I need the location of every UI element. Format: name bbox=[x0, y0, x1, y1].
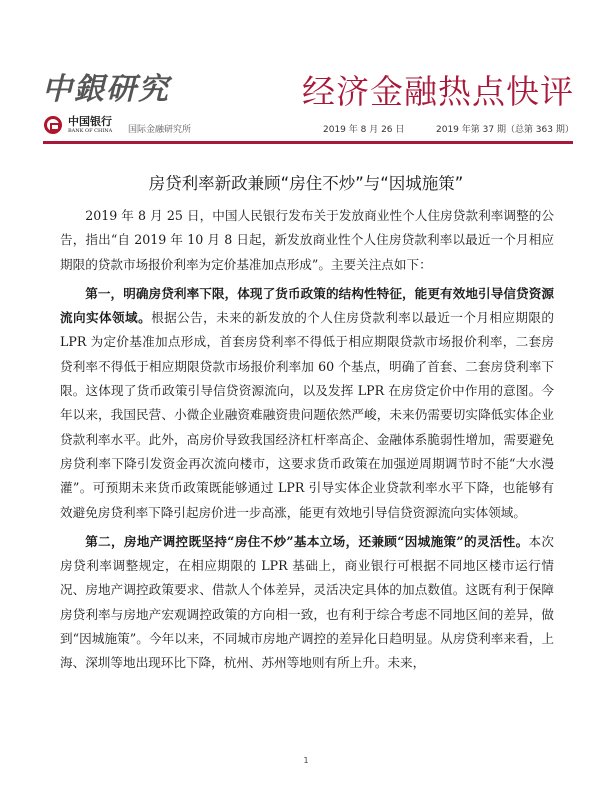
bank-of-china-logo bbox=[44, 116, 112, 134]
publish-date: 2019 年 8 月 26 日 bbox=[323, 125, 405, 135]
header-divider bbox=[43, 141, 573, 144]
paragraph-text: 2019 年 8 月 25 日，中国人民银行发布关于发放商业性个人住房贷款利率调整的公告，指出“自 2019 年 10 月 8 日起，新发放商业性个人住房贷款利率以最近一个月相应期限的贷款市场报价利率为定价基准加点形成”。主要关注点如下： bbox=[60, 208, 554, 272]
bank-of-china-emblem-icon bbox=[44, 116, 62, 134]
logo-en: BANK OF CHINA bbox=[68, 128, 113, 134]
paragraph-point-one bbox=[60, 282, 554, 525]
logo-cn: 中国银行 bbox=[68, 115, 112, 128]
series-title: 经济金融热点快评 bbox=[302, 72, 574, 111]
document-body bbox=[60, 204, 554, 681]
paragraph-point-two bbox=[60, 530, 554, 676]
paragraph-text: 本次房贷利率调整规定，在相应期限的 LPR 基础上，商业银行可根据不同地区楼市运行情况、房地产调控政策要求、借款人个体差异，灵活决定具体的加点数值。这既有利于保障房贷利率与房地产宏观调控政策的方向相一致，也有利于综合考虑不同地区间的差异，做到“因城施策”。今年以来，不同城市房地产调控的差异化日趋明显。从房贷利率来看，上海、深圳等地出现环比下降，杭州、苏州等地则有所上升。未来， bbox=[60, 533, 555, 671]
issue-number: 2019 年第 37 期（总第 363 期） bbox=[436, 125, 574, 135]
paragraph-text: 根据公告，未来的新发放的个人住房贷款利率以最近一个月相应期限的 LPR 为定价基准加点形成，首套房贷利率不得低于相应期限贷款市场报价利率，二套房贷利率不得低于相应期限贷款市场报价利率加 60 个基点，明确了首套、二套房贷利率下限。这体现了货币政策引导信贷资源流向，以及发挥 LPR 在房贷定价中作用的意图。今年以来，我国民营、小微企业融资难融资贵问题依然严峻，未来仍需要切实降低实体企业贷款利率水平。此外，高房价导致我国经济杠杆率高企、金融体系脆弱性增加，需要避免房贷利率下降引发资金再次流向楼市，这要求货币政策在加强逆周期调节时不能“大水漫灌”。可预期未来货币政策既能够通过 LPR 引导实体企业贷款利率水平下降，也能够有效避免房贷利率下降引起房价进一步高涨，能更有效地引导信贷资源流向实体领域。 bbox=[60, 310, 555, 520]
institute-name: 国际金融研究所 bbox=[128, 125, 192, 135]
paragraph-heading: 第一，明确房贷利率下限，体现了货币政策的结构性特征，能更有效地引导信贷资源流向实体领域。 bbox=[60, 285, 554, 326]
brand-calligraphy: 中銀研究 bbox=[42, 72, 170, 107]
document-title: 房贷利率新政兼顾“房住不炒”与“因城施策” bbox=[148, 174, 464, 193]
paragraph-intro bbox=[60, 204, 554, 277]
paragraph-heading: 第二，房地产调控既坚持“房住不炒”基本立场，还兼顾“因城施策”的灵活性。 bbox=[85, 533, 529, 549]
page-number: 1 bbox=[303, 756, 309, 765]
logo-text bbox=[68, 116, 112, 134]
